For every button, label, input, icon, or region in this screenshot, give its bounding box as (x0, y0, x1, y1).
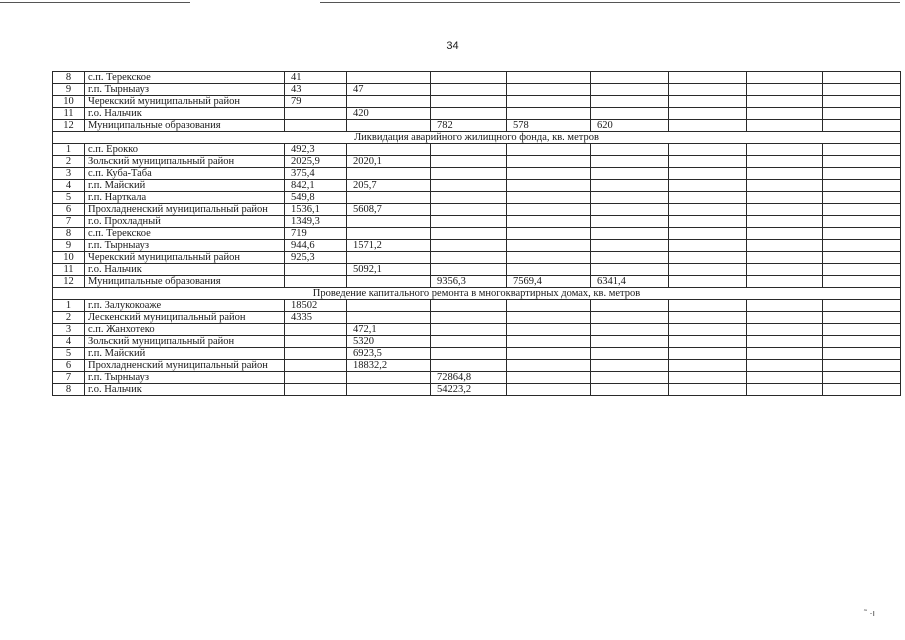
value-cell (591, 384, 669, 396)
value-cell (747, 360, 823, 372)
value-cell (285, 372, 347, 384)
row-number: 9 (53, 84, 85, 96)
table-row (53, 336, 901, 348)
value-cell (347, 384, 431, 396)
table-row (53, 216, 901, 228)
table-row (53, 192, 901, 204)
row-number: 2 (53, 312, 85, 324)
table-row (53, 96, 901, 108)
value-cell: 1349,3 (285, 216, 347, 228)
row-number: 3 (53, 168, 85, 180)
value-cell (507, 360, 591, 372)
value-cell (747, 204, 823, 216)
data-table (52, 71, 901, 396)
value-cell (669, 252, 747, 264)
value-cell (285, 324, 347, 336)
value-cell (669, 276, 747, 288)
value-cell (669, 384, 747, 396)
table-row (53, 348, 901, 360)
value-cell (823, 360, 901, 372)
value-cell (507, 144, 591, 156)
value-cell (507, 312, 591, 324)
value-cell (507, 84, 591, 96)
table-row (53, 84, 901, 96)
value-cell (591, 360, 669, 372)
value-cell (823, 372, 901, 384)
value-cell (347, 120, 431, 132)
value-cell (347, 372, 431, 384)
value-cell: 5320 (347, 336, 431, 348)
row-number: 7 (53, 216, 85, 228)
value-cell (747, 348, 823, 360)
municipality-name: Черекский муниципальный район (85, 252, 285, 264)
value-cell (431, 360, 507, 372)
value-cell (347, 168, 431, 180)
table-row (53, 384, 901, 396)
row-number: 11 (53, 264, 85, 276)
row-number: 4 (53, 336, 85, 348)
value-cell (747, 264, 823, 276)
value-cell (669, 264, 747, 276)
value-cell: 72864,8 (431, 372, 507, 384)
value-cell (591, 240, 669, 252)
value-cell: 375,4 (285, 168, 347, 180)
value-cell: 578 (507, 120, 591, 132)
value-cell (823, 300, 901, 312)
municipality-name: с.п. Куба-Таба (85, 168, 285, 180)
municipality-name: Прохладненский муниципальный район (85, 204, 285, 216)
value-cell (747, 324, 823, 336)
value-cell: 925,3 (285, 252, 347, 264)
table-row (53, 204, 901, 216)
row-number: 12 (53, 120, 85, 132)
municipality-name: г.о. Нальчик (85, 108, 285, 120)
value-cell (823, 96, 901, 108)
value-cell (431, 84, 507, 96)
municipality-name: Муниципальные образования (85, 276, 285, 288)
page-number: 34 (446, 40, 459, 52)
value-cell (823, 180, 901, 192)
section-heading: Проведение капитального ремонта в многоквартирных домах, кв. метров (53, 288, 901, 300)
value-cell (669, 168, 747, 180)
table-row (53, 108, 901, 120)
value-cell: 5608,7 (347, 204, 431, 216)
value-cell (507, 336, 591, 348)
value-cell (431, 348, 507, 360)
value-cell (669, 108, 747, 120)
row-number: 7 (53, 372, 85, 384)
value-cell: 549,8 (285, 192, 347, 204)
value-cell (823, 204, 901, 216)
value-cell: 4335 (285, 312, 347, 324)
row-number: 5 (53, 192, 85, 204)
value-cell (347, 228, 431, 240)
value-cell (823, 156, 901, 168)
table-row (53, 276, 901, 288)
value-cell (669, 240, 747, 252)
value-cell (669, 348, 747, 360)
corner-mark: ˜ ·ı (864, 608, 875, 618)
value-cell (747, 228, 823, 240)
value-cell (591, 168, 669, 180)
value-cell (591, 324, 669, 336)
municipality-name: г.п. Нарткала (85, 192, 285, 204)
value-cell (591, 72, 669, 84)
value-cell (347, 276, 431, 288)
value-cell (669, 120, 747, 132)
municipality-name: с.п. Ерокко (85, 144, 285, 156)
value-cell: 420 (347, 108, 431, 120)
value-cell (285, 276, 347, 288)
table-row (53, 300, 901, 312)
value-cell: 43 (285, 84, 347, 96)
value-cell (823, 348, 901, 360)
value-cell: 9356,3 (431, 276, 507, 288)
value-cell (823, 384, 901, 396)
value-cell (591, 192, 669, 204)
row-number: 1 (53, 300, 85, 312)
value-cell (431, 228, 507, 240)
value-cell (747, 192, 823, 204)
value-cell (591, 144, 669, 156)
value-cell (669, 144, 747, 156)
value-cell (431, 192, 507, 204)
value-cell (669, 324, 747, 336)
value-cell (347, 252, 431, 264)
value-cell (507, 240, 591, 252)
value-cell (347, 96, 431, 108)
value-cell (507, 180, 591, 192)
value-cell (669, 312, 747, 324)
section-heading-row (53, 288, 901, 300)
value-cell (347, 312, 431, 324)
row-number: 9 (53, 240, 85, 252)
table-row (53, 168, 901, 180)
table-row (53, 228, 901, 240)
value-cell: 2025,9 (285, 156, 347, 168)
value-cell (507, 216, 591, 228)
section-heading-row (53, 132, 901, 144)
value-cell (285, 264, 347, 276)
row-number: 4 (53, 180, 85, 192)
value-cell: 842,1 (285, 180, 347, 192)
row-number: 12 (53, 276, 85, 288)
value-cell: 944,6 (285, 240, 347, 252)
value-cell (507, 168, 591, 180)
value-cell (823, 216, 901, 228)
value-cell (823, 240, 901, 252)
municipality-name: Зольский муниципальный район (85, 156, 285, 168)
value-cell (747, 384, 823, 396)
value-cell (823, 144, 901, 156)
top-scan-line-right (320, 2, 900, 3)
value-cell (285, 108, 347, 120)
value-cell (507, 300, 591, 312)
value-cell (507, 96, 591, 108)
value-cell (285, 348, 347, 360)
value-cell (747, 276, 823, 288)
table-row (53, 372, 901, 384)
value-cell (823, 120, 901, 132)
row-number: 8 (53, 72, 85, 84)
municipality-name: Прохладненский муниципальный район (85, 360, 285, 372)
row-number: 1 (53, 144, 85, 156)
municipality-name: г.о. Нальчик (85, 384, 285, 396)
row-number: 10 (53, 252, 85, 264)
value-cell: 54223,2 (431, 384, 507, 396)
municipality-name: с.п. Жанхотеко (85, 324, 285, 336)
table-row (53, 144, 901, 156)
value-cell: 5092,1 (347, 264, 431, 276)
value-cell (823, 324, 901, 336)
value-cell (507, 348, 591, 360)
value-cell (823, 276, 901, 288)
value-cell (431, 300, 507, 312)
municipality-name: г.о. Нальчик (85, 264, 285, 276)
value-cell (747, 168, 823, 180)
value-cell: 18502 (285, 300, 347, 312)
value-cell (431, 240, 507, 252)
value-cell: 2020,1 (347, 156, 431, 168)
value-cell (591, 204, 669, 216)
value-cell (669, 192, 747, 204)
value-cell (591, 216, 669, 228)
value-cell (431, 216, 507, 228)
value-cell: 492,3 (285, 144, 347, 156)
value-cell: 205,7 (347, 180, 431, 192)
value-cell (285, 120, 347, 132)
top-scan-line-left (0, 2, 190, 3)
table-row (53, 360, 901, 372)
value-cell: 1536,1 (285, 204, 347, 216)
value-cell: 782 (431, 120, 507, 132)
value-cell (507, 324, 591, 336)
value-cell (823, 252, 901, 264)
municipality-name: г.п. Майский (85, 180, 285, 192)
value-cell (669, 180, 747, 192)
value-cell: 719 (285, 228, 347, 240)
municipality-name: с.п. Терекское (85, 228, 285, 240)
value-cell (431, 108, 507, 120)
value-cell (747, 372, 823, 384)
row-number: 5 (53, 348, 85, 360)
value-cell: 79 (285, 96, 347, 108)
value-cell (823, 108, 901, 120)
value-cell (591, 108, 669, 120)
table-row (53, 312, 901, 324)
value-cell (747, 240, 823, 252)
value-cell (823, 312, 901, 324)
value-cell (591, 156, 669, 168)
value-cell (669, 300, 747, 312)
value-cell (591, 180, 669, 192)
value-cell (431, 312, 507, 324)
value-cell (591, 336, 669, 348)
row-number: 10 (53, 96, 85, 108)
row-number: 2 (53, 156, 85, 168)
value-cell (285, 336, 347, 348)
row-number: 3 (53, 324, 85, 336)
value-cell (747, 252, 823, 264)
table-row (53, 324, 901, 336)
value-cell (347, 216, 431, 228)
value-cell (747, 96, 823, 108)
value-cell (591, 252, 669, 264)
value-cell (507, 228, 591, 240)
value-cell (823, 168, 901, 180)
value-cell (747, 72, 823, 84)
municipality-name: г.п. Тырныауз (85, 84, 285, 96)
value-cell: 18832,2 (347, 360, 431, 372)
value-cell (669, 204, 747, 216)
value-cell (591, 372, 669, 384)
municipality-name: с.п. Терекское (85, 72, 285, 84)
value-cell (747, 156, 823, 168)
value-cell (507, 192, 591, 204)
table-row (53, 156, 901, 168)
value-cell (591, 300, 669, 312)
row-number: 8 (53, 384, 85, 396)
value-cell (669, 216, 747, 228)
value-cell (823, 228, 901, 240)
value-cell (431, 324, 507, 336)
municipality-name: Зольский муниципальный район (85, 336, 285, 348)
value-cell (747, 312, 823, 324)
table-row (53, 264, 901, 276)
value-cell (591, 228, 669, 240)
value-cell (669, 360, 747, 372)
table-row (53, 240, 901, 252)
value-cell (431, 96, 507, 108)
value-cell (747, 216, 823, 228)
value-cell: 47 (347, 84, 431, 96)
value-cell (431, 168, 507, 180)
value-cell (591, 348, 669, 360)
value-cell (431, 156, 507, 168)
value-cell (431, 264, 507, 276)
value-cell (669, 336, 747, 348)
value-cell: 620 (591, 120, 669, 132)
value-cell (285, 384, 347, 396)
value-cell (431, 72, 507, 84)
value-cell (347, 72, 431, 84)
value-cell (823, 84, 901, 96)
value-cell (823, 72, 901, 84)
value-cell (431, 204, 507, 216)
value-cell (747, 108, 823, 120)
municipality-name: Муниципальные образования (85, 120, 285, 132)
value-cell (669, 156, 747, 168)
value-cell (591, 96, 669, 108)
value-cell (507, 264, 591, 276)
value-cell (347, 144, 431, 156)
table-row (53, 180, 901, 192)
value-cell (507, 72, 591, 84)
value-cell (431, 144, 507, 156)
value-cell: 1571,2 (347, 240, 431, 252)
table-body (53, 72, 901, 396)
value-cell (747, 180, 823, 192)
value-cell (669, 372, 747, 384)
value-cell (591, 264, 669, 276)
value-cell (431, 336, 507, 348)
row-number: 6 (53, 204, 85, 216)
municipality-name: г.п. Тырныауз (85, 240, 285, 252)
value-cell (347, 192, 431, 204)
value-cell (747, 300, 823, 312)
value-cell: 7569,4 (507, 276, 591, 288)
value-cell (669, 96, 747, 108)
value-cell (507, 156, 591, 168)
row-number: 11 (53, 108, 85, 120)
value-cell: 6341,4 (591, 276, 669, 288)
value-cell (823, 264, 901, 276)
value-cell: 6923,5 (347, 348, 431, 360)
value-cell (747, 336, 823, 348)
row-number: 6 (53, 360, 85, 372)
value-cell (507, 372, 591, 384)
value-cell (747, 84, 823, 96)
table-row (53, 252, 901, 264)
municipality-name: г.о. Прохладный (85, 216, 285, 228)
value-cell (591, 84, 669, 96)
municipality-name: Лескенский муниципальный район (85, 312, 285, 324)
value-cell: 472,1 (347, 324, 431, 336)
value-cell (747, 144, 823, 156)
value-cell (823, 192, 901, 204)
value-cell (507, 108, 591, 120)
value-cell (591, 312, 669, 324)
value-cell (507, 252, 591, 264)
municipality-name: Черекский муниципальный район (85, 96, 285, 108)
value-cell: 41 (285, 72, 347, 84)
value-cell (507, 384, 591, 396)
value-cell (431, 180, 507, 192)
value-cell (669, 228, 747, 240)
value-cell (285, 360, 347, 372)
table-row (53, 120, 901, 132)
section-heading: Ликвидация аварийного жилищного фонда, кв. метров (53, 132, 901, 144)
value-cell (507, 204, 591, 216)
municipality-name: г.п. Тырныауз (85, 372, 285, 384)
value-cell (347, 300, 431, 312)
value-cell (747, 120, 823, 132)
municipality-name: г.п. Залукокоаже (85, 300, 285, 312)
value-cell (431, 252, 507, 264)
value-cell (669, 72, 747, 84)
value-cell (823, 336, 901, 348)
row-number: 8 (53, 228, 85, 240)
value-cell (669, 84, 747, 96)
table-row (53, 72, 901, 84)
municipality-name: г.п. Майский (85, 348, 285, 360)
